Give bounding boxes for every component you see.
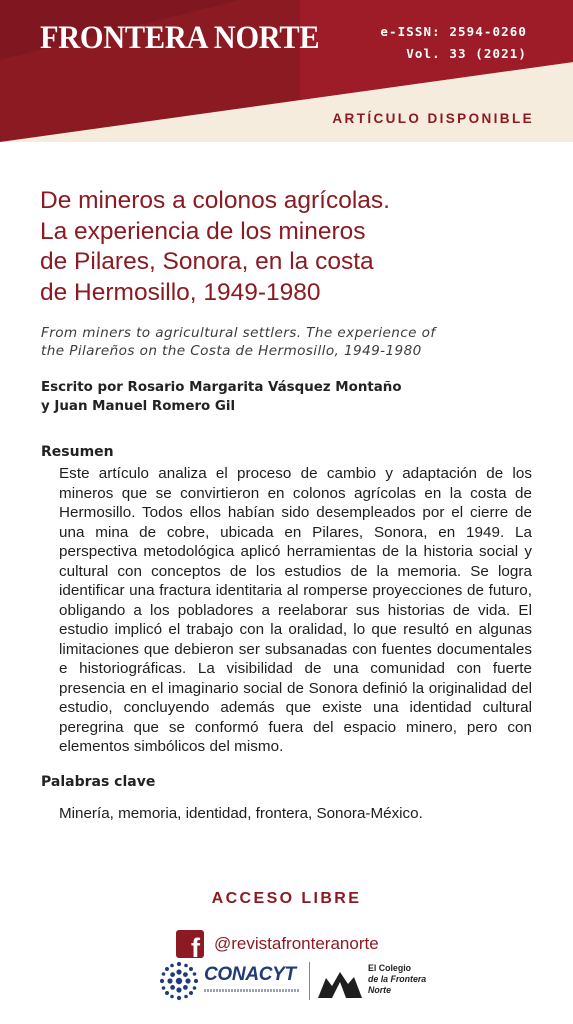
- english-title-line: the Pilareños on the Costa de Hermosillo, 1949-1980: [41, 342, 422, 359]
- journal-title: FRONTERA NORTE: [40, 20, 320, 56]
- article-title-line: de Pilares, Sonora, en la costa: [40, 248, 374, 275]
- abstract-text: Este artículo analiza el proceso de cambio y adaptación de los mineros que se convirtieron en colonos agrícolas en la costa de Hermosillo. Todos ellos habían sido desempleados por el cierre de una mina de cobre, ubicada en Pilares, Sonora, en 1949. La perspectiva metodológica aplicó herramientas de la historia social y cultural con conceptos de los estudios de la memoria. Se logra identificar una fractura identitaria al romperse proyecciones de futuro, obligando a los pobladores a reelaborar sus historias de vida. El estudio implicó el trabajo con la oralidad, lo que resultó en algunas limitaciones que debieron ser subsanadas con fuentes documentales e historiográficas. La visibilidad de una comunidad con fuerte presencia en el imaginario social de Sonora definió la originalidad del estudio, concluyendo además que existe una identidad cultural peregrina que se conformó fuera del espacio minero, pero con elementos simbólicos del mismo.: [59, 465, 532, 755]
- english-title-line: From miners to agricultural settlers. The experience of: [41, 325, 436, 341]
- issn-label: e-ISSN: 2594-0260: [380, 24, 527, 39]
- facebook-icon[interactable]: f: [176, 930, 204, 958]
- conacyt-name: CONACYT: [204, 964, 296, 985]
- authors-line: Escrito por Rosario Margarita Vásquez Montaño: [41, 380, 402, 395]
- availability-label: ARTÍCULO DISPONIBLE: [332, 111, 534, 126]
- authors: [41, 378, 402, 416]
- conacyt-tagline: [204, 989, 300, 992]
- volume-label: Vol. 33 (2021): [406, 46, 527, 61]
- logo-divider: [309, 962, 310, 1000]
- header-banner: [0, 0, 573, 142]
- conacyt-logo-icon: [158, 960, 200, 1002]
- sponsor-logos: [158, 960, 428, 1004]
- colegio-name-line: Norte: [368, 985, 391, 995]
- colegio-name: [368, 963, 426, 996]
- colegio-name-line: El Colegio: [368, 963, 412, 973]
- authors-line: y Juan Manuel Romero Gil: [41, 399, 236, 414]
- english-title: [41, 325, 541, 360]
- article-title-line: de Hermosillo, 1949-1980: [40, 278, 321, 306]
- article-title: [40, 186, 540, 308]
- article-title-line: De mineros a colonos agrícolas.: [40, 187, 390, 214]
- article-title-line: La experiencia de los mineros: [40, 217, 366, 245]
- keywords-text: Minería, memoria, identidad, frontera, Sonora-México.: [59, 805, 423, 822]
- keywords-heading: Palabras clave: [41, 774, 156, 790]
- open-access-label: ACCESO LIBRE: [211, 890, 362, 907]
- colegio-logo-icon: [318, 968, 362, 998]
- social-link[interactable]: [176, 929, 379, 959]
- abstract-heading: Resumen: [41, 444, 114, 460]
- colegio-name-line: de la Frontera: [368, 974, 427, 984]
- facebook-handle[interactable]: @revistafronteranorte: [214, 934, 379, 953]
